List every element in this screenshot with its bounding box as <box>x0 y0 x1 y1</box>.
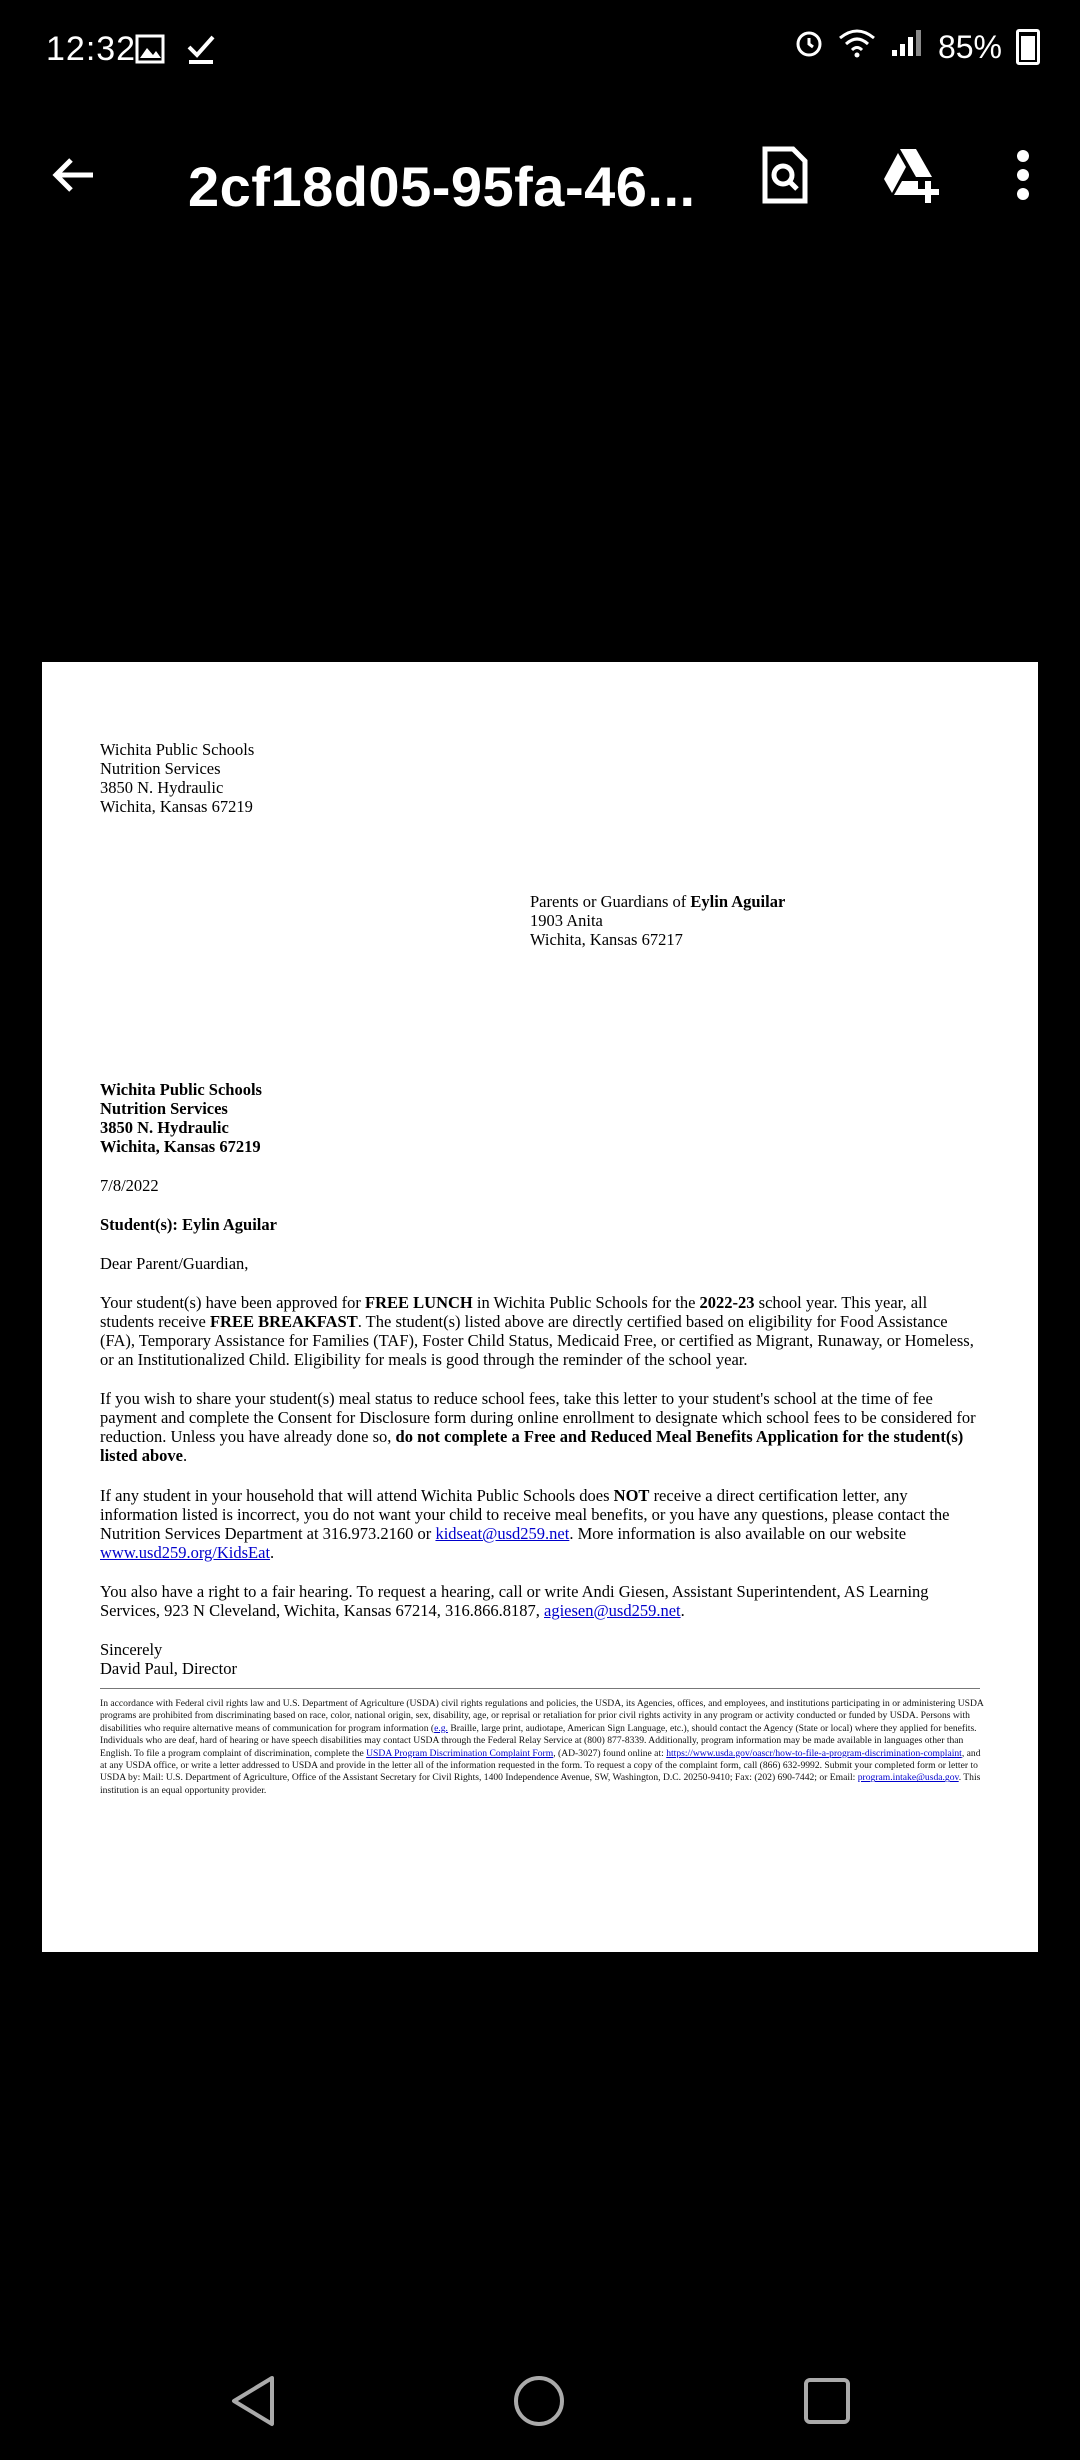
system-nav-bar <box>0 2340 1080 2460</box>
kidseat-website-link[interactable]: www.usd259.org/KidsEat <box>100 1543 271 1562</box>
gallery-icon <box>134 33 166 70</box>
paragraph-hearing: You also have a right to a fair hearing. To request a hearing, call or write Andi Giesen, Assistant Superintendent, AS Learning Services, 923 N Cleveland, Wichita, Kansas 67214, 316.866.8187, agiesen@usd259.net. <box>100 1582 929 1620</box>
recipient-name: Eylin Aguilar <box>690 892 786 911</box>
document-title: 2cf18d05-95fa-46... <box>188 155 696 218</box>
salutation: Dear Parent/Guardian, <box>100 1254 249 1273</box>
back-triangle-icon <box>228 2374 278 2433</box>
signal-icon <box>890 28 924 66</box>
battery-percent: 85% <box>937 28 1002 65</box>
signer: David Paul, Director <box>100 1659 238 1678</box>
back-arrow-icon <box>49 151 97 204</box>
nav-recents-button[interactable] <box>792 2368 862 2438</box>
letter-date: 7/8/2022 <box>100 1176 159 1195</box>
nav-home-button[interactable] <box>504 2368 574 2438</box>
return-address: Wichita Public Schools Nutrition Services 3850 N. Hydraulic Wichita, Kansas 67219 <box>100 1080 262 1156</box>
top-app-bar <box>0 120 1080 230</box>
sender-address: Wichita Public Schools Nutrition Services 3850 N. Hydraulic Wichita, Kansas 67219 <box>100 740 255 816</box>
battery-icon <box>1016 29 1040 65</box>
closing: Sincerely David Paul, Director <box>100 1640 980 1678</box>
footer-divider <box>100 1688 980 1689</box>
student-line: Student(s): Eylin Aguilar <box>100 1215 277 1234</box>
agiesen-email-link[interactable]: agiesen@usd259.net <box>544 1601 681 1620</box>
paragraph-contact: If any student in your household that will attend Wichita Public Schools does NOT receive a direct certification letter, any information listed is incorrect, you do not want your child to receive meal benefits, or you have any questions, please contact the Nutrition Services Department at 316.973.2160 or kidseat@usd259.net. More information is also available on our website www.usd259.org/KidsEat. <box>100 1486 950 1562</box>
recipient-address: Parents or Guardians of Eylin Aguilar 1903 Anita Wichita, Kansas 67217 <box>530 892 786 949</box>
status-time: 12:32 <box>46 30 137 68</box>
paragraph-approval: Your student(s) have been approved for FREE LUNCH in Wichita Public Schools for the 2022-23 school year. This year, all students receive FREE BREAKFAST. The student(s) listed above are directly certified based on eligibility for Food Assistance (FA), Temporary Assistance for Families (TAF), Foster Child Status, Medicaid Free, or certified as Migrant, Runaway, or Homeless, or an Institutionalized Child. Eligibility for meals is good through the reminder of the school year. <box>100 1293 974 1369</box>
document-page <box>42 662 1038 1952</box>
usda-complaint-url-link[interactable]: https://www.usda.gov/oascr/how-to-file-a-program-discrimination-complaint <box>666 1747 962 1759</box>
wifi-icon <box>838 28 876 66</box>
recents-square-icon <box>802 2376 852 2431</box>
eg-link[interactable]: e.g. <box>434 1722 448 1734</box>
complaint-form-link[interactable]: USDA Program Discrimination Complaint Form <box>366 1747 554 1759</box>
drive-add-icon <box>880 147 942 208</box>
student-name: Eylin Aguilar <box>182 1215 277 1234</box>
kidseat-email-link[interactable]: kidseat@usd259.net <box>435 1524 570 1543</box>
more-options-button[interactable] <box>988 142 1058 212</box>
check-icon <box>184 32 218 71</box>
search-document-icon <box>759 145 811 210</box>
save-to-drive-button[interactable] <box>876 142 946 212</box>
program-intake-email-link[interactable]: program.intake@usda.gov <box>857 1772 959 1784</box>
nav-back-button[interactable] <box>218 2368 288 2438</box>
search-document-button[interactable] <box>750 142 820 212</box>
nondiscrimination-statement: In accordance with Federal civil rights law and U.S. Department of Agriculture (USDA) civil rights regulations and policies, the USDA, its Agencies, offices, and employees, and institutions participating in or administering USDA programs are prohibited from discriminating based on race, color, national origin, sex, disability, age, or reprisal or retaliation for prior civil rights activity in any program or activity conducted or funded by USDA. Persons with disabilities who require alternative means of communication for program information (e.g. Braille, large print, audiotape, American Sign Language, etc.), should contact the Agency (State or local) where they applied for benefits. Individuals who are deaf, hard of hearing or have speech disabilities may contact USDA through the Federal Relay Service at (800) 877-8339. Additionally, program information may be made available in languages other than English. To file a program complaint of discrimination, complete the USDA Program Discrimination Complaint Form, (AD-3027) found online at: https://www.usda.gov/oascr/how-to-file-a-program-discrimination-complaint, and at any USDA office, or write a letter addressed to USDA and provide in the letter all of the information requested in the form. To request a copy of the complaint form, call (866) 632-9992. Submit your completed form or letter to USDA by: Mail: U.S. Department of Agriculture, Office of the Assistant Secretary for Civil Rights, 1400 Independence Avenue, SW, Washington, D.C. 20250-9410; Fax: (202) 690-7442; or Email: program.intake@usda.gov. This institution is an equal opportunity provider. <box>100 1698 984 1796</box>
status-bar <box>0 0 1080 100</box>
paragraph-fees: If you wish to share your student(s) meal status to reduce school fees, take this letter to your student's school at the time of fee payment and complete the Consent for Disclosure form during online enrollment to designate which school fees to be considered for reduction. Unless you have already done so, do not complete a Free and Reduced Meal Benefits Application for the student(s) listed above. <box>100 1389 976 1465</box>
alarm-icon <box>794 28 824 66</box>
more-vert-icon <box>1015 149 1031 206</box>
home-circle-icon <box>512 2374 566 2433</box>
back-button[interactable] <box>40 144 106 210</box>
